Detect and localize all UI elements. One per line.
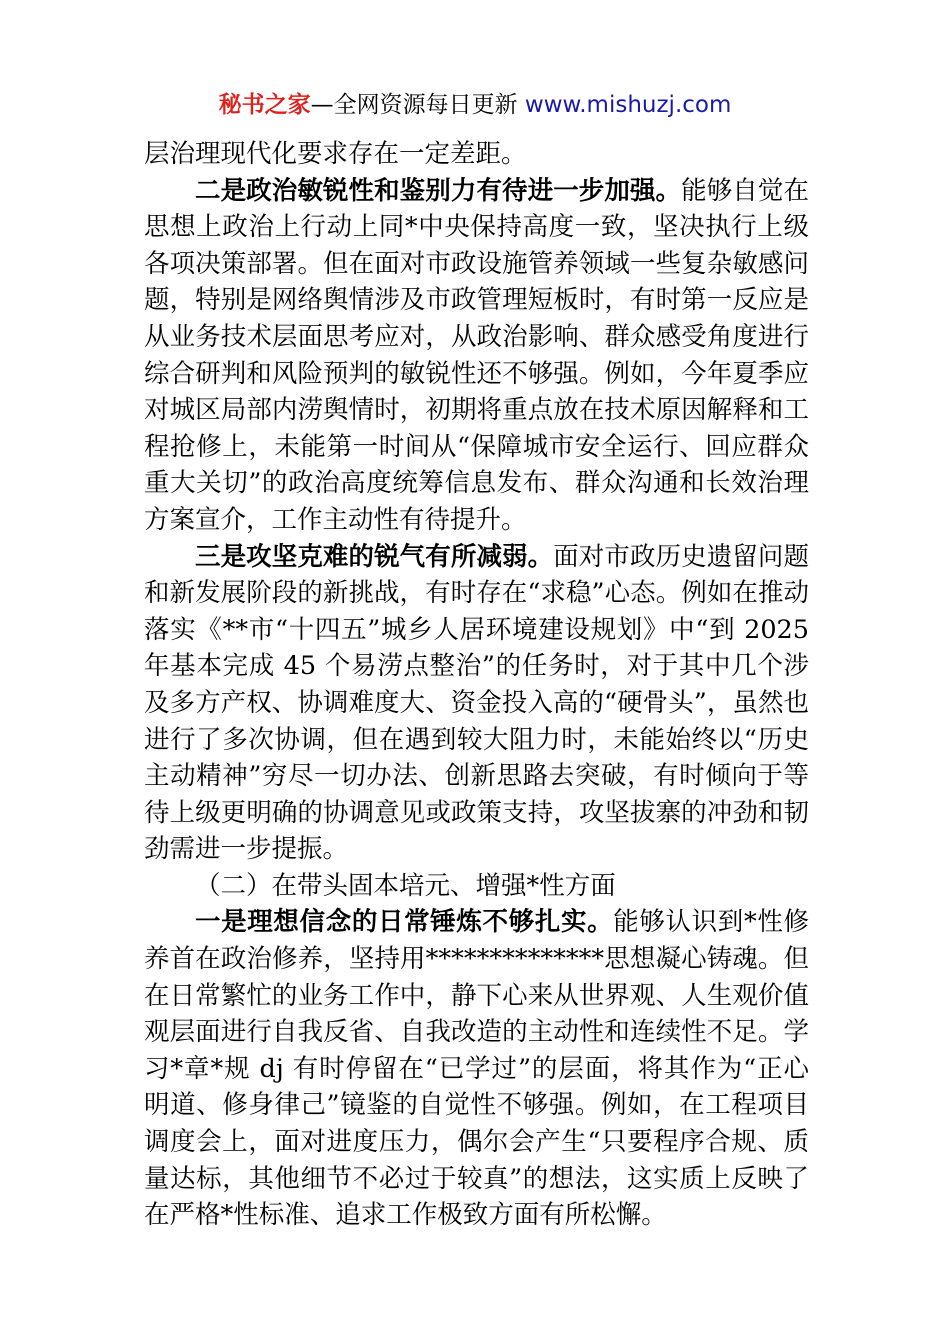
paragraph-text: 面对市政历史遗留问题和新发展阶段的新挑战，有时存在“求稳”心态。例如在推动落实《**市“十四五”城乡人居环境建设规划》中“到 2025 年基本完成 45 个易涝点整治”的任务时，对于其中几个涉及多方产权、协调难度大、资金投入高的“硬骨头”，虽然也进行了多次协调，但在遇到较大阻力时，未能始终以“历史主动精神”穷尽一切办法、创新思路去突破，有时倾向于等待上级更明确的协调意见或政策支持，攻坚拔寨的冲劲和韧劲需进一步提振。 bbox=[144, 541, 809, 865]
brand-name: 秘书之家 bbox=[218, 92, 311, 118]
paragraph-text: 能够自觉在思想上政治上行动上同*中央保持高度一致，坚决执行上级各项决策部署。但在面对市政设施管养领域一些复杂敏感问题，特别是网络舆情涉及市政管理短板时，有时第一反应是从业务技术层面思考应对，从政治影响、群众感受角度进行综合研判和风险预判的敏锐性还不够强。例如，今年夏季应对城区局部内涝舆情时，初期将重点放在技术原因解释和工程抢修上，未能第一时间从“保障城市安全运行、回应群众重大关切”的政治高度统筹信息发布、群众沟通和长效治理方案宣介，工作主动性有待提升。 bbox=[144, 175, 809, 535]
section-heading: （二）在带头固本培元、增强*性方面 bbox=[195, 870, 616, 901]
site-url: www.mishuzj.com bbox=[524, 92, 732, 118]
header-tagline: —全网资源每日更新 bbox=[310, 92, 525, 118]
document-body bbox=[144, 136, 809, 1234]
paragraph-tackling-difficulties bbox=[144, 539, 809, 868]
site-header bbox=[0, 88, 950, 122]
paragraph-lead: 三是攻坚克难的锐气有所减弱。 bbox=[195, 541, 554, 572]
paragraph-lead: 一是理想信念的日常锤炼不够扎实。 bbox=[195, 907, 614, 938]
paragraph-text: 能够认识到*性修养首在政治修养，坚持用**************思想凝心铸魂。但在日常繁忙的业务工作中，静下心来从世界观、人生观价值观层面进行自我反省、自我改造的主动性和连续性不足。学习*章*规 dj 有时停留在“已学过”的层面，将其作为“正心明道、修身律己”镜鉴的自觉性不够强。例如，在工程项目调度会上，面对进度压力，偶尔会产生“只要程序合规、质量达标，其他细节不必过于较真”的想法，这实质上反映了在严格*性标准、追求工作极致方面有所松懈。 bbox=[144, 907, 809, 1231]
paragraph-political-sensitivity bbox=[144, 173, 809, 539]
paragraph-lead: 二是政治敏锐性和鉴别力有待进一步加强。 bbox=[195, 175, 682, 206]
paragraph-ideals-beliefs bbox=[144, 904, 809, 1233]
paragraph-continuation: 层治理现代化要求存在一定差距。 bbox=[144, 139, 527, 169]
